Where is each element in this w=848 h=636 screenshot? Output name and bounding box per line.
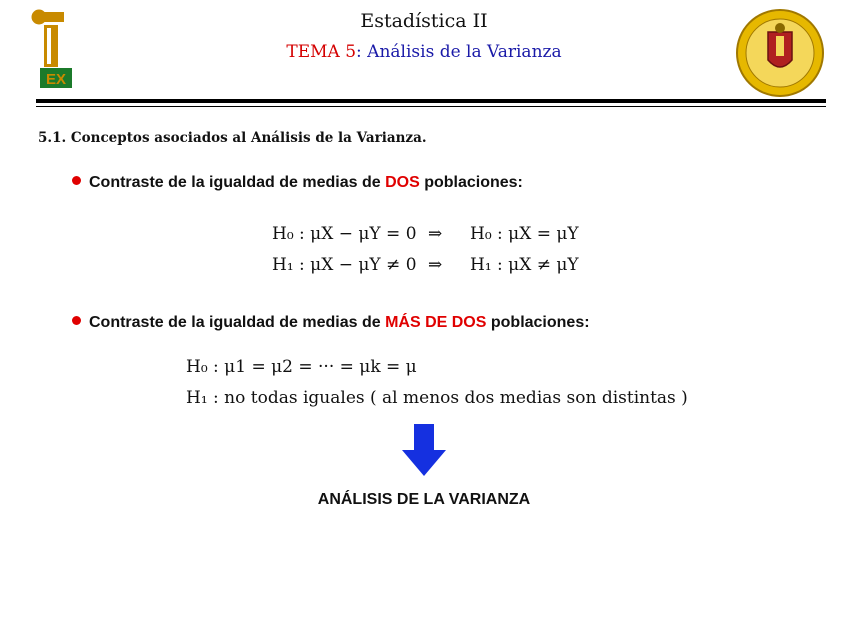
implies-icon: ⇒ bbox=[428, 255, 443, 275]
topic-separator: : bbox=[356, 42, 368, 62]
section-title: 5.1. Conceptos asociados al Análisis de la Varianza. bbox=[38, 130, 427, 146]
bullet-text-after: poblaciones: bbox=[486, 314, 590, 331]
bullet-highlight: MÁS DE DOS bbox=[385, 314, 487, 331]
formula-h1-anova: H₁ : no todas iguales ( al menos dos medias son distintas ) bbox=[186, 388, 688, 408]
bullet-text-before: Contraste de la igualdad de medias de bbox=[89, 174, 386, 191]
bullet-text-after: poblaciones: bbox=[419, 174, 523, 191]
bullet-icon bbox=[72, 316, 81, 325]
formula-h1-neq: H₁ : μX ≠ μY bbox=[470, 255, 579, 275]
bullet-two-populations bbox=[72, 174, 523, 192]
arrow-down-icon bbox=[400, 424, 448, 478]
result-label: ANÁLISIS DE LA VARIANZA bbox=[317, 491, 531, 508]
formula-h1-diff: H₁ : μX − μY ≠ 0 bbox=[272, 255, 417, 275]
header-rule-thick bbox=[36, 99, 826, 103]
bullet-icon bbox=[72, 176, 81, 185]
formula-h0-diff: H₀ : μX − μY = 0 bbox=[272, 224, 417, 244]
bullet-highlight: DOS bbox=[385, 174, 420, 191]
topic-number: TEMA 5 bbox=[286, 42, 357, 62]
bullet-text-before: Contraste de la igualdad de medias de bbox=[89, 314, 386, 331]
header-rule-thin bbox=[36, 106, 826, 107]
topic-subtitle bbox=[0, 42, 848, 62]
bullet-more-populations bbox=[72, 314, 590, 332]
topic-name: Análisis de la Varianza bbox=[367, 42, 562, 62]
implies-icon: ⇒ bbox=[428, 224, 443, 244]
course-title: Estadística II bbox=[360, 10, 488, 32]
logo-text: EX bbox=[45, 71, 67, 88]
formula-h0-anova: H₀ : μ1 = μ2 = ··· = μk = μ bbox=[186, 357, 417, 377]
formula-h0-eq: H₀ : μX = μY bbox=[470, 224, 579, 244]
